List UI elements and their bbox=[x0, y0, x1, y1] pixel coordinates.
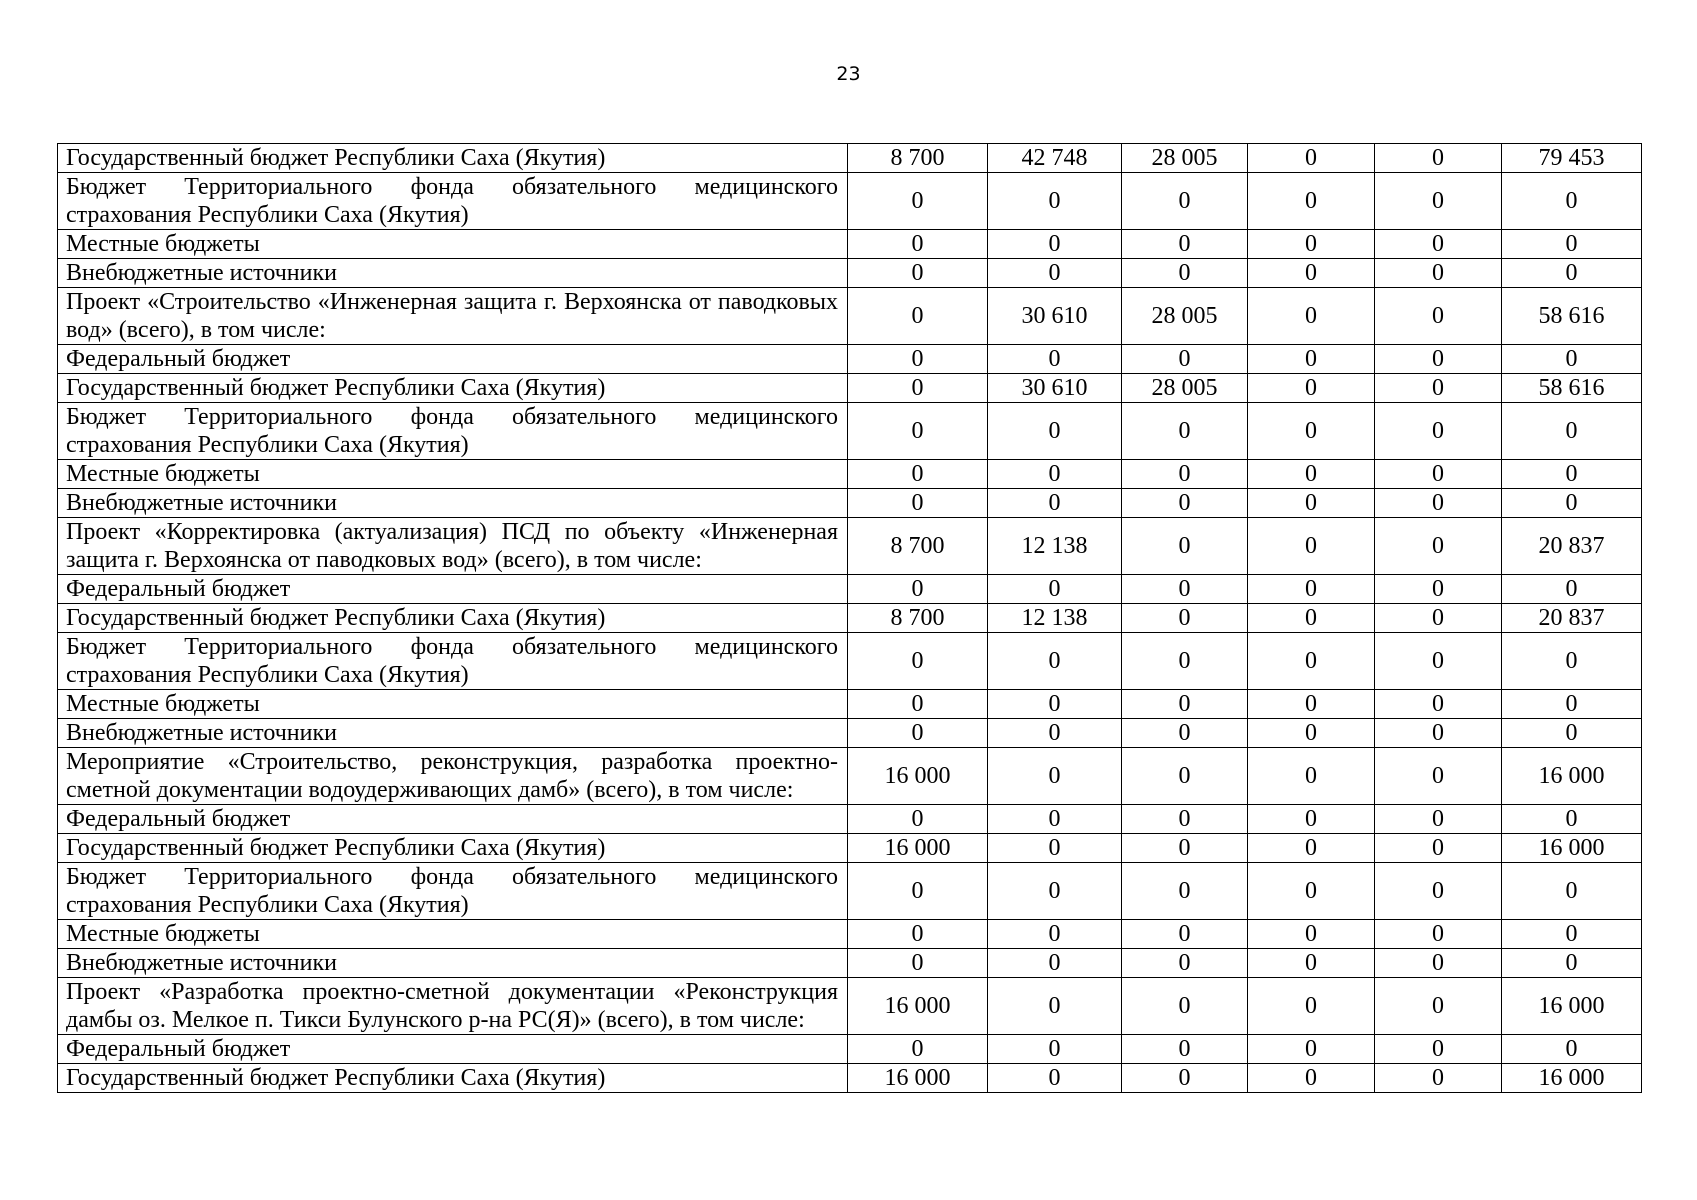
row-value-cell: 0 bbox=[1248, 1064, 1375, 1093]
row-total-cell: 20 837 bbox=[1502, 604, 1642, 633]
row-value-cell: 0 bbox=[988, 748, 1122, 805]
row-value-cell: 0 bbox=[848, 230, 988, 259]
row-value-cell: 8 700 bbox=[848, 144, 988, 173]
row-label: Местные бюджеты bbox=[58, 920, 848, 949]
row-value-cell: 0 bbox=[1122, 805, 1248, 834]
row-label: Проект «Корректировка (актуализация) ПСД по объекту «Инженерная защита г. Верхоянска от паводковых вод» (всего), в том числе: bbox=[58, 518, 848, 575]
row-total-cell: 0 bbox=[1502, 173, 1642, 230]
row-value-cell: 0 bbox=[1122, 345, 1248, 374]
row-total-cell: 0 bbox=[1502, 633, 1642, 690]
row-value-cell: 0 bbox=[1248, 374, 1375, 403]
row-value-cell: 0 bbox=[1122, 489, 1248, 518]
row-value-cell: 0 bbox=[1375, 374, 1502, 403]
row-label: Федеральный бюджет bbox=[58, 575, 848, 604]
row-value-cell: 0 bbox=[1248, 690, 1375, 719]
row-value-cell: 0 bbox=[1248, 604, 1375, 633]
row-value-cell: 0 bbox=[1248, 719, 1375, 748]
row-value-cell: 0 bbox=[1122, 949, 1248, 978]
row-value-cell: 0 bbox=[1122, 1064, 1248, 1093]
row-label: Местные бюджеты bbox=[58, 230, 848, 259]
table-row bbox=[58, 173, 1642, 230]
row-value-cell: 0 bbox=[988, 230, 1122, 259]
row-value-cell: 0 bbox=[1248, 345, 1375, 374]
row-total-cell: 0 bbox=[1502, 949, 1642, 978]
row-value-cell: 16 000 bbox=[848, 834, 988, 863]
row-value-cell: 0 bbox=[1375, 978, 1502, 1035]
row-value-cell: 0 bbox=[988, 863, 1122, 920]
row-value-cell: 28 005 bbox=[1122, 288, 1248, 345]
row-value-cell: 0 bbox=[1122, 518, 1248, 575]
row-value-cell: 0 bbox=[1248, 633, 1375, 690]
row-value-cell: 0 bbox=[1375, 604, 1502, 633]
row-value-cell: 0 bbox=[848, 489, 988, 518]
row-value-cell: 12 138 bbox=[988, 604, 1122, 633]
row-value-cell: 0 bbox=[1248, 518, 1375, 575]
row-value-cell: 42 748 bbox=[988, 144, 1122, 173]
row-value-cell: 0 bbox=[848, 863, 988, 920]
row-value-cell: 0 bbox=[1375, 719, 1502, 748]
row-value-cell: 0 bbox=[1248, 863, 1375, 920]
row-total-cell: 0 bbox=[1502, 1035, 1642, 1064]
table-row bbox=[58, 949, 1642, 978]
row-total-cell: 16 000 bbox=[1502, 978, 1642, 1035]
row-label: Государственный бюджет Республики Саха (Якутия) bbox=[58, 834, 848, 863]
row-total-cell: 0 bbox=[1502, 719, 1642, 748]
row-value-cell: 16 000 bbox=[848, 978, 988, 1035]
row-value-cell: 0 bbox=[1122, 604, 1248, 633]
row-label: Бюджет Территориального фонда обязательного медицинского страхования Республики Саха (Якутия) bbox=[58, 173, 848, 230]
row-value-cell: 0 bbox=[1375, 920, 1502, 949]
table-row bbox=[58, 259, 1642, 288]
row-value-cell: 0 bbox=[1375, 460, 1502, 489]
row-value-cell: 0 bbox=[988, 575, 1122, 604]
row-label: Государственный бюджет Республики Саха (Якутия) bbox=[58, 374, 848, 403]
table-row bbox=[58, 1064, 1642, 1093]
row-label: Бюджет Территориального фонда обязательного медицинского страхования Республики Саха (Якутия) bbox=[58, 633, 848, 690]
table-row bbox=[58, 863, 1642, 920]
table-row bbox=[58, 604, 1642, 633]
budget-table bbox=[57, 143, 1642, 1093]
row-total-cell: 0 bbox=[1502, 920, 1642, 949]
row-label: Внебюджетные источники bbox=[58, 259, 848, 288]
row-value-cell: 0 bbox=[1375, 805, 1502, 834]
row-value-cell: 0 bbox=[988, 460, 1122, 489]
row-value-cell: 0 bbox=[1122, 173, 1248, 230]
table-row bbox=[58, 345, 1642, 374]
row-value-cell: 0 bbox=[988, 1035, 1122, 1064]
row-value-cell: 0 bbox=[1375, 518, 1502, 575]
row-value-cell: 0 bbox=[1248, 834, 1375, 863]
row-value-cell: 0 bbox=[1248, 460, 1375, 489]
row-value-cell: 0 bbox=[988, 173, 1122, 230]
row-total-cell: 0 bbox=[1502, 230, 1642, 259]
row-value-cell: 0 bbox=[1375, 230, 1502, 259]
table-row bbox=[58, 978, 1642, 1035]
row-value-cell: 0 bbox=[848, 173, 988, 230]
row-total-cell: 79 453 bbox=[1502, 144, 1642, 173]
row-value-cell: 0 bbox=[1248, 575, 1375, 604]
row-value-cell: 0 bbox=[1122, 403, 1248, 460]
row-value-cell: 0 bbox=[848, 345, 988, 374]
row-total-cell: 0 bbox=[1502, 403, 1642, 460]
table-row bbox=[58, 288, 1642, 345]
row-value-cell: 0 bbox=[988, 834, 1122, 863]
row-total-cell: 16 000 bbox=[1502, 834, 1642, 863]
row-value-cell: 0 bbox=[1122, 920, 1248, 949]
table-row bbox=[58, 748, 1642, 805]
row-value-cell: 0 bbox=[1248, 1035, 1375, 1064]
row-value-cell: 0 bbox=[1122, 259, 1248, 288]
row-value-cell: 0 bbox=[1248, 144, 1375, 173]
row-value-cell: 0 bbox=[988, 403, 1122, 460]
row-value-cell: 0 bbox=[1375, 144, 1502, 173]
row-value-cell: 0 bbox=[1375, 633, 1502, 690]
row-label: Бюджет Территориального фонда обязательного медицинского страхования Республики Саха (Якутия) bbox=[58, 403, 848, 460]
row-value-cell: 0 bbox=[988, 633, 1122, 690]
row-value-cell: 0 bbox=[848, 949, 988, 978]
table-row bbox=[58, 460, 1642, 489]
row-label: Внебюджетные источники bbox=[58, 949, 848, 978]
row-total-cell: 0 bbox=[1502, 690, 1642, 719]
row-value-cell: 30 610 bbox=[988, 288, 1122, 345]
table-row bbox=[58, 690, 1642, 719]
row-value-cell: 0 bbox=[1248, 748, 1375, 805]
row-value-cell: 0 bbox=[1248, 403, 1375, 460]
row-total-cell: 58 616 bbox=[1502, 374, 1642, 403]
row-value-cell: 0 bbox=[1375, 863, 1502, 920]
row-total-cell: 20 837 bbox=[1502, 518, 1642, 575]
row-value-cell: 16 000 bbox=[848, 1064, 988, 1093]
row-label: Государственный бюджет Республики Саха (Якутия) bbox=[58, 1064, 848, 1093]
row-value-cell: 0 bbox=[848, 920, 988, 949]
row-value-cell: 0 bbox=[988, 719, 1122, 748]
row-value-cell: 0 bbox=[1122, 230, 1248, 259]
table-row bbox=[58, 805, 1642, 834]
row-value-cell: 30 610 bbox=[988, 374, 1122, 403]
row-value-cell: 0 bbox=[1375, 690, 1502, 719]
row-value-cell: 28 005 bbox=[1122, 144, 1248, 173]
table-row bbox=[58, 374, 1642, 403]
row-label: Мероприятие «Строительство, реконструкция, разработка проектно-сметной документации водоудерживающих дамб» (всего), в том числе: bbox=[58, 748, 848, 805]
row-label: Внебюджетные источники bbox=[58, 489, 848, 518]
row-value-cell: 0 bbox=[848, 805, 988, 834]
table-row bbox=[58, 719, 1642, 748]
table-row bbox=[58, 230, 1642, 259]
row-value-cell: 0 bbox=[1122, 719, 1248, 748]
row-value-cell: 0 bbox=[1122, 575, 1248, 604]
row-value-cell: 0 bbox=[1122, 834, 1248, 863]
table-row bbox=[58, 489, 1642, 518]
row-value-cell: 0 bbox=[848, 403, 988, 460]
row-value-cell: 16 000 bbox=[848, 748, 988, 805]
row-label: Федеральный бюджет bbox=[58, 1035, 848, 1064]
row-value-cell: 0 bbox=[1375, 259, 1502, 288]
page-number: 23 bbox=[836, 63, 861, 85]
row-value-cell: 0 bbox=[1248, 173, 1375, 230]
row-total-cell: 0 bbox=[1502, 345, 1642, 374]
row-label: Проект «Разработка проектно-сметной документации «Реконструкция дамбы оз. Мелкое п. Тикси Булунского р-на РС(Я)» (всего), в том числе: bbox=[58, 978, 848, 1035]
row-value-cell: 0 bbox=[1122, 748, 1248, 805]
row-value-cell: 0 bbox=[1375, 575, 1502, 604]
table-row bbox=[58, 575, 1642, 604]
row-value-cell: 0 bbox=[1375, 1064, 1502, 1093]
row-total-cell: 0 bbox=[1502, 489, 1642, 518]
row-value-cell: 0 bbox=[1248, 920, 1375, 949]
row-value-cell: 0 bbox=[848, 690, 988, 719]
row-value-cell: 0 bbox=[1248, 489, 1375, 518]
row-total-cell: 0 bbox=[1502, 460, 1642, 489]
row-value-cell: 0 bbox=[1375, 403, 1502, 460]
row-value-cell: 12 138 bbox=[988, 518, 1122, 575]
row-total-cell: 0 bbox=[1502, 259, 1642, 288]
row-value-cell: 0 bbox=[1122, 633, 1248, 690]
row-value-cell: 0 bbox=[1248, 288, 1375, 345]
row-value-cell: 8 700 bbox=[848, 518, 988, 575]
table-row bbox=[58, 1035, 1642, 1064]
row-label: Государственный бюджет Республики Саха (Якутия) bbox=[58, 604, 848, 633]
row-total-cell: 0 bbox=[1502, 863, 1642, 920]
row-value-cell: 28 005 bbox=[1122, 374, 1248, 403]
row-value-cell: 0 bbox=[1248, 230, 1375, 259]
row-value-cell: 0 bbox=[848, 633, 988, 690]
row-value-cell: 0 bbox=[988, 489, 1122, 518]
row-value-cell: 0 bbox=[1375, 288, 1502, 345]
table-row bbox=[58, 403, 1642, 460]
row-value-cell: 0 bbox=[1375, 834, 1502, 863]
row-label: Местные бюджеты bbox=[58, 690, 848, 719]
row-value-cell: 0 bbox=[1122, 460, 1248, 489]
row-value-cell: 0 bbox=[1122, 863, 1248, 920]
row-value-cell: 0 bbox=[1248, 805, 1375, 834]
table-row bbox=[58, 834, 1642, 863]
row-value-cell: 0 bbox=[1248, 259, 1375, 288]
row-value-cell: 0 bbox=[848, 1035, 988, 1064]
row-value-cell: 0 bbox=[1248, 978, 1375, 1035]
row-value-cell: 0 bbox=[1375, 489, 1502, 518]
row-value-cell: 0 bbox=[988, 920, 1122, 949]
row-total-cell: 16 000 bbox=[1502, 748, 1642, 805]
row-value-cell: 0 bbox=[848, 460, 988, 489]
row-value-cell: 0 bbox=[988, 949, 1122, 978]
row-value-cell: 0 bbox=[848, 719, 988, 748]
row-label: Местные бюджеты bbox=[58, 460, 848, 489]
row-label: Бюджет Территориального фонда обязательного медицинского страхования Республики Саха (Якутия) bbox=[58, 863, 848, 920]
row-value-cell: 8 700 bbox=[848, 604, 988, 633]
row-value-cell: 0 bbox=[988, 1064, 1122, 1093]
row-value-cell: 0 bbox=[988, 259, 1122, 288]
row-value-cell: 0 bbox=[1375, 345, 1502, 374]
row-value-cell: 0 bbox=[1375, 1035, 1502, 1064]
row-label: Внебюджетные источники bbox=[58, 719, 848, 748]
table-row bbox=[58, 920, 1642, 949]
row-value-cell: 0 bbox=[988, 690, 1122, 719]
row-value-cell: 0 bbox=[848, 374, 988, 403]
row-value-cell: 0 bbox=[988, 805, 1122, 834]
table-row bbox=[58, 633, 1642, 690]
row-label: Проект «Строительство «Инженерная защита г. Верхоянска от паводковых вод» (всего), в том числе: bbox=[58, 288, 848, 345]
row-value-cell: 0 bbox=[1375, 949, 1502, 978]
row-value-cell: 0 bbox=[1248, 949, 1375, 978]
row-label: Федеральный бюджет bbox=[58, 805, 848, 834]
row-total-cell: 58 616 bbox=[1502, 288, 1642, 345]
row-value-cell: 0 bbox=[988, 345, 1122, 374]
row-value-cell: 0 bbox=[848, 288, 988, 345]
row-value-cell: 0 bbox=[1122, 690, 1248, 719]
row-value-cell: 0 bbox=[1375, 748, 1502, 805]
row-value-cell: 0 bbox=[1375, 173, 1502, 230]
row-value-cell: 0 bbox=[848, 259, 988, 288]
row-value-cell: 0 bbox=[848, 575, 988, 604]
row-total-cell: 0 bbox=[1502, 575, 1642, 604]
table-row bbox=[58, 518, 1642, 575]
row-total-cell: 16 000 bbox=[1502, 1064, 1642, 1093]
row-label: Федеральный бюджет bbox=[58, 345, 848, 374]
row-value-cell: 0 bbox=[1122, 978, 1248, 1035]
row-value-cell: 0 bbox=[1122, 1035, 1248, 1064]
row-total-cell: 0 bbox=[1502, 805, 1642, 834]
row-value-cell: 0 bbox=[988, 978, 1122, 1035]
table-row bbox=[58, 144, 1642, 173]
row-label: Государственный бюджет Республики Саха (Якутия) bbox=[58, 144, 848, 173]
